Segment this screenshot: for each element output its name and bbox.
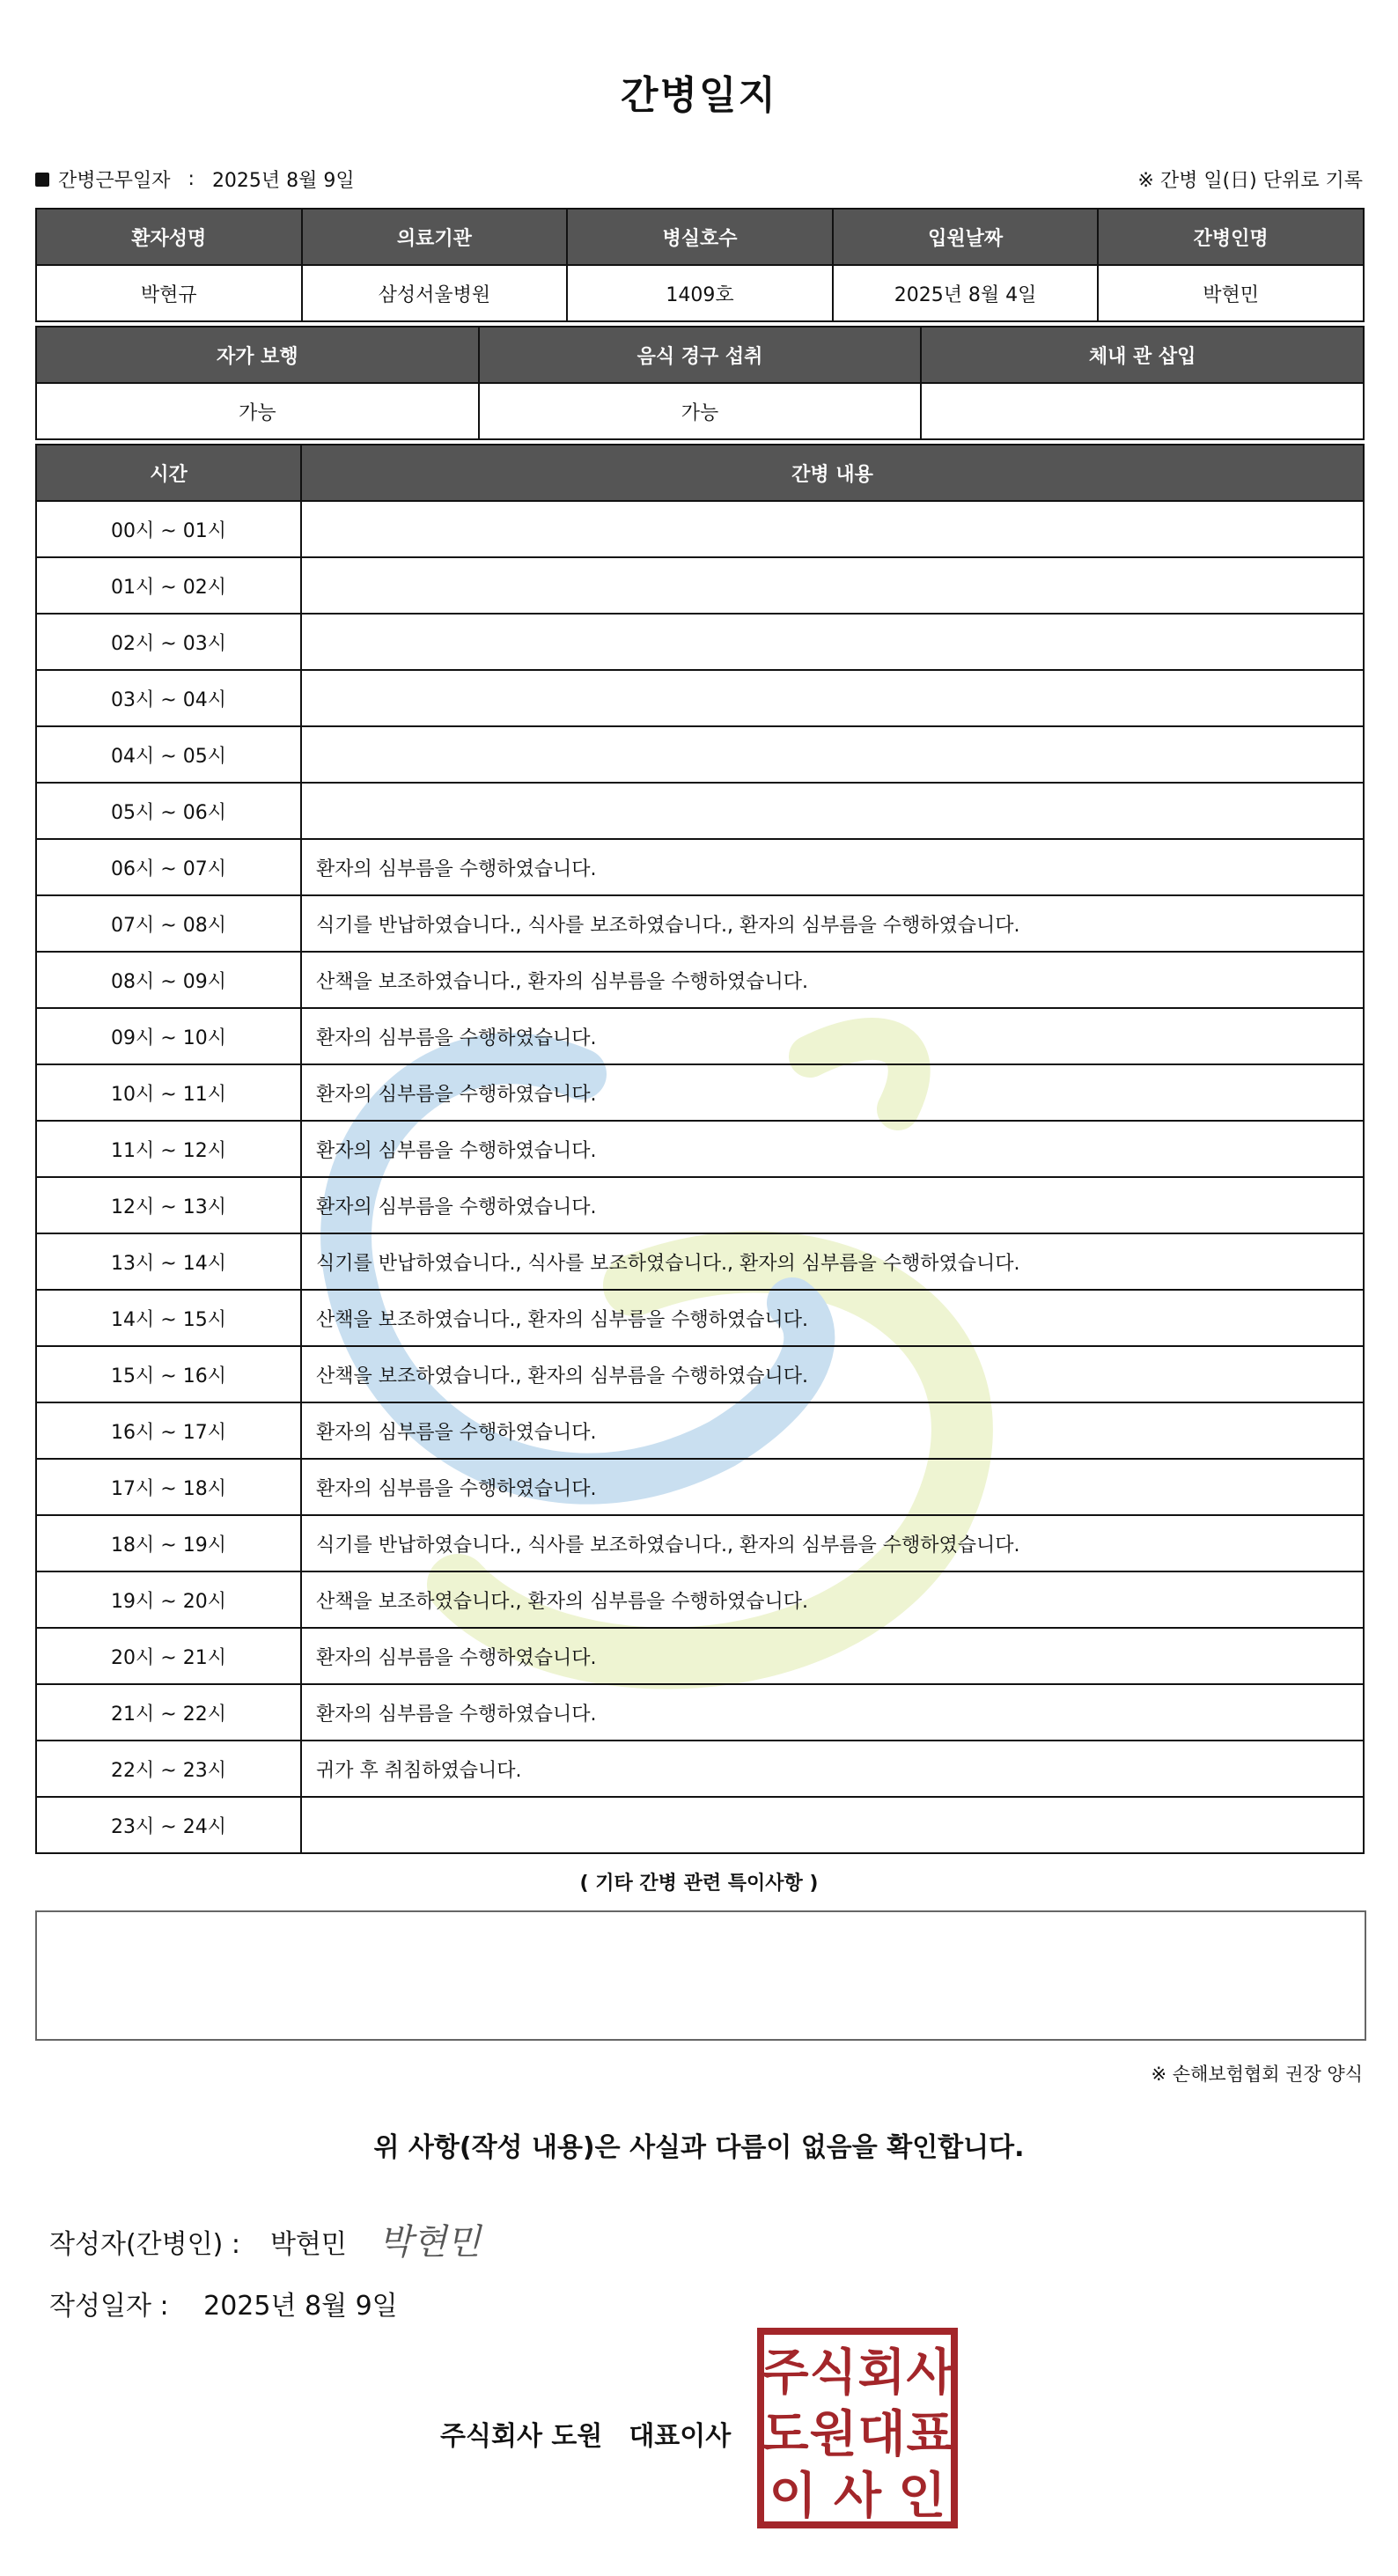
- table-row: [36, 1064, 1364, 1121]
- time-slot: 20시 ~ 21시: [36, 1628, 301, 1684]
- time-slot: 03시 ~ 04시: [36, 670, 301, 726]
- time-slot: 06시 ~ 07시: [36, 839, 301, 895]
- work-date-row: [35, 166, 355, 193]
- seal-character: 도: [761, 2406, 809, 2463]
- square-bullet-icon: [35, 173, 49, 187]
- care-content: 환자의 심부름을 수행하였습니다.: [301, 1177, 1364, 1233]
- company-role: 대표이사: [629, 2421, 732, 2452]
- caregiver-name: 박현민: [1098, 265, 1364, 321]
- written-date-value: 2025년 8월 9일: [203, 2291, 398, 2322]
- written-date-row: [49, 2284, 398, 2322]
- table-row: [36, 501, 1364, 557]
- time-slot: 05시 ~ 06시: [36, 783, 301, 839]
- table-header-row: [36, 209, 1364, 265]
- care-content: [301, 1797, 1364, 1853]
- care-content: 환자의 심부름을 수행하였습니다.: [301, 839, 1364, 895]
- seal-character: 원: [809, 2406, 857, 2463]
- care-content: 식기를 반납하였습니다., 식사를 보조하였습니다., 환자의 심부름을 수행하였습니다.: [301, 1515, 1364, 1571]
- time-slot: 15시 ~ 16시: [36, 1346, 301, 1402]
- care-content: 산책을 보조하였습니다., 환자의 심부름을 수행하였습니다.: [301, 1290, 1364, 1346]
- confirmation-statement: 위 사항(작성 내용)은 사실과 다름이 없음을 확인합니다.: [373, 2132, 1025, 2163]
- seal-character: 주: [761, 2344, 809, 2402]
- time-slot: 21시 ~ 22시: [36, 1684, 301, 1741]
- table-row: [36, 1290, 1364, 1346]
- time-slot: 07시 ~ 08시: [36, 895, 301, 952]
- time-slot: 13시 ~ 14시: [36, 1233, 301, 1290]
- care-content: [301, 670, 1364, 726]
- log-body: [36, 501, 1364, 1853]
- time-slot: 12시 ~ 13시: [36, 1177, 301, 1233]
- care-content: 귀가 후 취침하였습니다.: [301, 1741, 1364, 1797]
- company-name: 주식회사 도원: [440, 2421, 603, 2452]
- table-row: [36, 265, 1364, 321]
- header-care-content: 간병 내용: [301, 445, 1364, 501]
- header-tube-insertion: 체내 관 삽입: [921, 327, 1364, 383]
- table-row: [36, 1741, 1364, 1797]
- time-slot: 11시 ~ 12시: [36, 1121, 301, 1177]
- time-slot: 10시 ~ 11시: [36, 1064, 301, 1121]
- time-slot: 00시 ~ 01시: [36, 501, 301, 557]
- care-content: 식기를 반납하였습니다., 식사를 보조하였습니다., 환자의 심부름을 수행하였습니다.: [301, 895, 1364, 952]
- unit-note: ※ 간병 일(日) 단위로 기록: [1137, 170, 1363, 192]
- patient-name: 박현규: [36, 265, 302, 321]
- table-row: [36, 1515, 1364, 1571]
- hourly-care-log-table: [35, 444, 1365, 1854]
- seal-character: 인: [898, 2468, 946, 2525]
- table-header-row: [36, 445, 1364, 501]
- hospital-name: 삼성서울병원: [302, 265, 568, 321]
- company-signoff: [440, 2414, 731, 2453]
- time-slot: 19시 ~ 20시: [36, 1571, 301, 1628]
- written-date-label: 작성일자 :: [49, 2291, 169, 2322]
- table-row: [36, 839, 1364, 895]
- work-date-label: 간병근무일자: [58, 170, 171, 192]
- seal-character: 식: [809, 2344, 857, 2402]
- seal-character: 회: [857, 2344, 906, 2402]
- notes-title: ( 기타 간병 관련 특이사항 ): [579, 1873, 819, 1895]
- patient-info-table: [35, 208, 1365, 322]
- table-row: [36, 1571, 1364, 1628]
- seal-character: 사: [906, 2344, 954, 2402]
- document-title: 간병일지: [620, 73, 777, 118]
- table-row: [36, 783, 1364, 839]
- tube-insertion-value: [921, 383, 1364, 439]
- time-slot: 02시 ~ 03시: [36, 614, 301, 670]
- seal-character: 대: [857, 2406, 906, 2463]
- time-slot: 22시 ~ 23시: [36, 1741, 301, 1797]
- walking-value: 가능: [36, 383, 479, 439]
- care-content: 식기를 반납하였습니다., 식사를 보조하였습니다., 환자의 심부름을 수행하였습니다.: [301, 1233, 1364, 1290]
- admission-date: 2025년 8월 4일: [833, 265, 1099, 321]
- time-slot: 14시 ~ 15시: [36, 1290, 301, 1346]
- table-row: [36, 1121, 1364, 1177]
- header-patient-name: 환자성명: [36, 209, 302, 265]
- time-slot: 18시 ~ 19시: [36, 1515, 301, 1571]
- handwritten-signature: [379, 2215, 537, 2268]
- header-room: 병실호수: [567, 209, 833, 265]
- care-content: 환자의 심부름을 수행하였습니다.: [301, 1008, 1364, 1064]
- writer-label: 작성자(간병인) :: [49, 2229, 240, 2260]
- time-slot: 23시 ~ 24시: [36, 1797, 301, 1853]
- table-row: [36, 1346, 1364, 1402]
- notes-box: [35, 1910, 1366, 2041]
- oral-intake-value: 가능: [479, 383, 922, 439]
- header-time: 시간: [36, 445, 301, 501]
- care-content: 환자의 심부름을 수행하였습니다.: [301, 1628, 1364, 1684]
- table-row: [36, 1402, 1364, 1459]
- writer-name: 박현민: [269, 2229, 347, 2260]
- work-date-separator: :: [188, 168, 195, 190]
- care-content: 산책을 보조하였습니다., 환자의 심부름을 수행하였습니다.: [301, 1346, 1364, 1402]
- table-row: [36, 952, 1364, 1008]
- table-row: [36, 1684, 1364, 1741]
- table-row: [36, 726, 1364, 783]
- table-row: [36, 670, 1364, 726]
- care-content: 환자의 심부름을 수행하였습니다.: [301, 1459, 1364, 1515]
- care-content: [301, 726, 1364, 783]
- care-content: 환자의 심부름을 수행하였습니다.: [301, 1121, 1364, 1177]
- seal-character: 이: [769, 2468, 817, 2525]
- table-row: [36, 895, 1364, 952]
- seal-character: 사: [833, 2468, 882, 2525]
- care-content: 환자의 심부름을 수행하였습니다.: [301, 1402, 1364, 1459]
- time-slot: 01시 ~ 02시: [36, 557, 301, 614]
- seal-character: 표: [906, 2406, 954, 2463]
- writer-row: [49, 2215, 537, 2268]
- table-row: [36, 1177, 1364, 1233]
- work-date-value: 2025년 8월 9일: [211, 170, 355, 192]
- table-row: [36, 1233, 1364, 1290]
- header-walking: 자가 보행: [36, 327, 479, 383]
- room-number: 1409호: [567, 265, 833, 321]
- time-slot: 08시 ~ 09시: [36, 952, 301, 1008]
- care-content: 환자의 심부름을 수행하였습니다.: [301, 1684, 1364, 1741]
- table-header-row: [36, 327, 1364, 383]
- care-content: 산책을 보조하였습니다., 환자의 심부름을 수행하였습니다.: [301, 952, 1364, 1008]
- header-caregiver-name: 간병인명: [1098, 209, 1364, 265]
- care-content: [301, 614, 1364, 670]
- care-content: [301, 557, 1364, 614]
- company-seal-stamp: [757, 2328, 958, 2528]
- table-row: [36, 1628, 1364, 1684]
- header-hospital: 의료기관: [302, 209, 568, 265]
- care-content: 산책을 보조하였습니다., 환자의 심부름을 수행하였습니다.: [301, 1571, 1364, 1628]
- time-slot: 09시 ~ 10시: [36, 1008, 301, 1064]
- care-content: [301, 783, 1364, 839]
- table-row: [36, 614, 1364, 670]
- table-row: [36, 1008, 1364, 1064]
- time-slot: 17시 ~ 18시: [36, 1459, 301, 1515]
- signature-text: 박현민: [378, 2222, 481, 2263]
- table-row: [36, 557, 1364, 614]
- patient-status-table: [35, 326, 1365, 440]
- table-row: [36, 1797, 1364, 1853]
- form-note: ※ 손해보험협회 권장 양식: [1151, 2064, 1363, 2085]
- care-content: 환자의 심부름을 수행하였습니다.: [301, 1064, 1364, 1121]
- care-content: [301, 501, 1364, 557]
- table-row: [36, 1459, 1364, 1515]
- table-row: [36, 383, 1364, 439]
- time-slot: 16시 ~ 17시: [36, 1402, 301, 1459]
- header-admission-date: 입원날짜: [833, 209, 1099, 265]
- header-oral-intake: 음식 경구 섭취: [479, 327, 922, 383]
- time-slot: 04시 ~ 05시: [36, 726, 301, 783]
